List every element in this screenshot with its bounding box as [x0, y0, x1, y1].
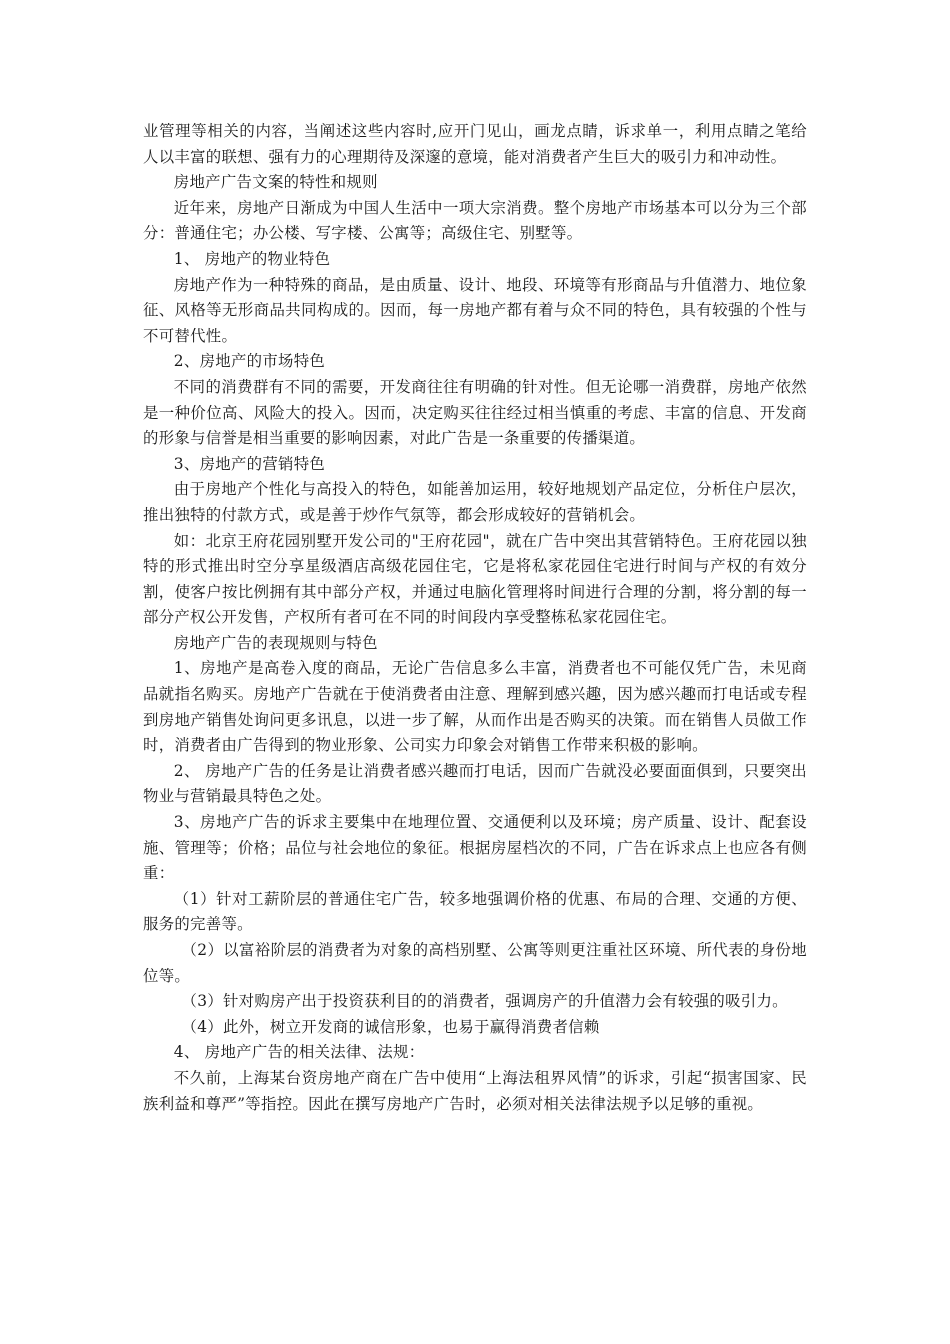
paragraph-2: 近年来，房地产日渐成为中国人生活中一项大宗消费。整个房地产市场基本可以分为三个部分：普通住宅；办公楼、写字楼、公寓等；高级住宅、别墅等。: [143, 198, 807, 243]
paragraph-5: 由于房地产个性化与高投入的特色，如能善加运用，较好地规划产品定位，分析住户层次，推出独特的付款方式，或是善于炒作气氛等，都会形成较好的营销机会。: [143, 480, 807, 524]
heading-expression-rules: 房地产广告的表现规则与特色: [173, 633, 378, 652]
list-item-1: （1）针对工薪阶层的普通住宅广告，较多地强调价格的优惠、布局的合理、交通的方便、服务的完善等。: [143, 889, 807, 934]
heading-marketing-features: 3、房地产的营销特色: [173, 454, 326, 473]
list-item-4: （4）此外，树立开发商的诚信形象，也易于赢得消费者信赖: [181, 1017, 600, 1036]
paragraph-1: 业管理等相关的内容，当阐述这些内容时,应开门见山，画龙点睛，诉求单一，利用点睛之笔给人以丰富的联想、强有力的心理期待及深邃的意境，能对消费者产生巨大的吸引力和冲动性。: [143, 122, 807, 166]
paragraph-3: 房地产作为一种特殊的商品，是由质量、设计、地段、环境等有形商品与升值潜力、地位象征、风格等无形商品共同构成的。因而，每一房地产都有着与众不同的特色，具有较强的个性与不可替代性。: [143, 275, 807, 345]
heading-property-features: 1、 房地产的物业特色: [173, 249, 331, 268]
paragraph-6: 如：北京王府花园别墅开发公司的"王府花园"，就在广告中突出其营销特色。王府花园以独特的形式推出时空分享星级酒店高级花园住宅，它是将私家花园住宅进行时间与产权的有效分割，使客户按比例拥有其中部分产权，并通过电脑化管理将时间进行合理的分割，将分割的每一部分产权公开发售，产权所有者可在不同的时间段内享受整栋私家花园住宅。: [143, 531, 807, 627]
paragraph-9: 3、房地产广告的诉求主要集中在地理位置、交通便利以及环境；房产质量、设计、配套设施、管理等；价格；品位与社会地位的象征。根据房屋档次的不同，广告在诉求点上也应各有侧重：: [143, 813, 807, 883]
heading-laws: 4、 房地产广告的相关法律、法规：: [173, 1043, 425, 1062]
heading-market-features: 2、房地产的市场特色: [173, 352, 326, 371]
paragraph-4: 不同的消费群有不同的需要，开发商往往有明确的针对性。但无论哪一消费群，房地产依然是一种价位高、风险大的投入。因而，决定购买往往经过相当慎重的考虑、丰富的信息、开发商的形象与信誉是相当重要的影响因素，对此广告是一条重要的传播渠道。: [143, 377, 807, 448]
list-item-2: （2）以富裕阶层的消费者为对象的高档别墅、公寓等则更注重社区环境、所代表的身份地位等。: [143, 941, 807, 985]
paragraph-10: 不久前，上海某台资房地产商在广告中使用“上海法租界风情”的诉求，引起“损害国家、民族利益和尊严”等指控。因此在撰写房地产广告时，必须对相关法律法规予以足够的重视。: [143, 1068, 807, 1113]
paragraph-7: 1、房地产是高卷入度的商品，无论广告信息多么丰富，消费者也不可能仅凭广告，未见商品就指名购买。房地产广告就在于使消费者由注意、理解到感兴趣，因为感兴趣而打电话或专程到房地产销售处询问更多讯息，以进一步了解，从而作出是否购买的决策。而在销售人员做工作时，消费者由广告得到的物业形象、公司实力印象会对销售工作带来积极的影响。: [143, 659, 807, 755]
list-item-3: （3）针对购房产出于投资获利目的的消费者，强调房产的升值潜力会有较强的吸引力。: [181, 992, 788, 1011]
heading-ad-copy-rules: 房地产广告文案的特性和规则: [173, 173, 378, 192]
paragraph-8: 2、 房地产广告的任务是让消费者感兴趣而打电话，因而广告就没必要面面俱到，只要突出物业与营销最具特色之处。: [143, 761, 807, 806]
document-body: [143, 119, 807, 1117]
